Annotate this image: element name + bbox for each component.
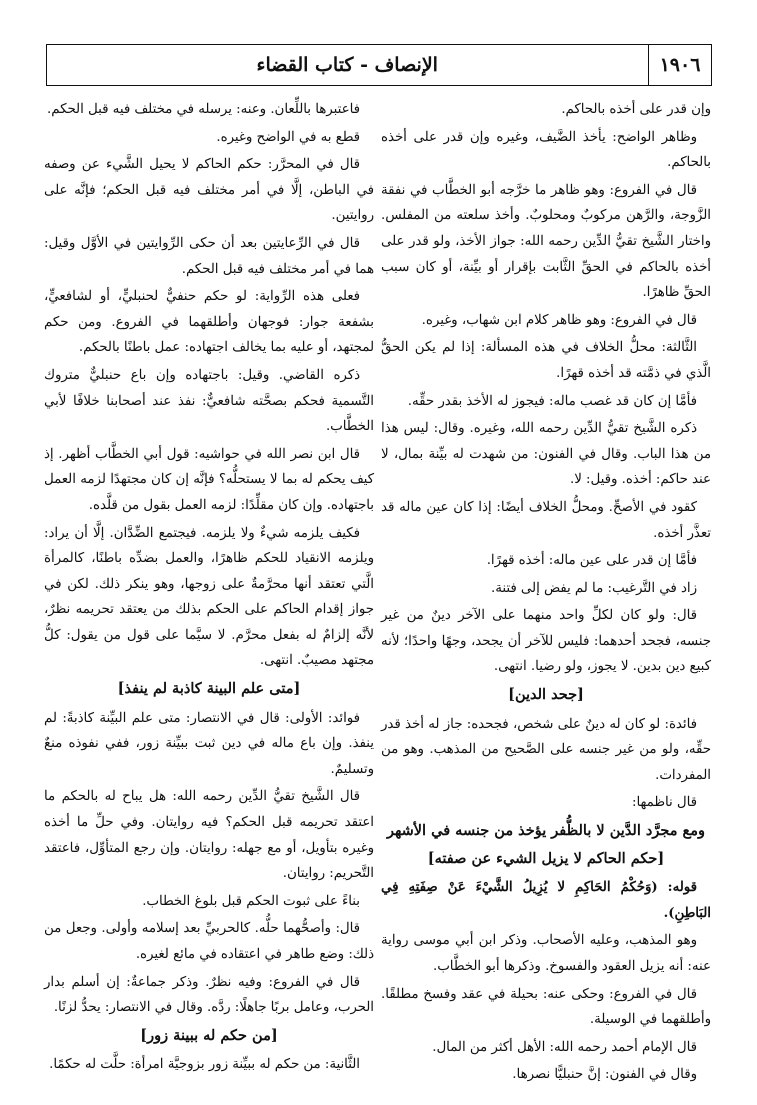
paragraph: وقال في الفنون: إنَّ حنبليًّا نصرها.	[512, 1067, 697, 1083]
paragraph: قال في الرِّعايتين بعد أن حكى الرِّوايتين في الأوَّل وقيل: هما في أمر مختلف فيه قبل الحكم.	[44, 235, 374, 277]
section-heading-jahd-al-dayn: [جحد الدين]	[508, 686, 584, 704]
poem-verse: ومع مجرَّد الدَّين لا بالظُّفر يؤخذ من جنسه في الأشهر	[386, 822, 706, 840]
paragraph: فوائد: الأولى: قال في الانتصار: متى علم البيِّنة كاذبةً: لم ينفذ. وإن باع ماله في دين ثبت ببيِّنة زور، ففي نفوذه منعٌ وتسليمٌ.	[44, 710, 374, 777]
paragraph: بناءً على ثبوت الحكم قبل بلوغ الخطاب.	[142, 893, 360, 909]
section-heading-bayyinat-zur: [من حكم له ببينة زور]	[140, 1026, 278, 1044]
left-column	[44, 97, 374, 1080]
right-paragraphs-2	[381, 712, 711, 816]
paragraph: فأمَّا إن كان قد غصب ماله: فيجوز له الأخذ بقدر حقِّه.	[407, 393, 697, 409]
left-paragraphs-3	[44, 1052, 374, 1078]
paragraph: قال في الفروع: وهو ظاهر كلام ابن شهاب، وغيره.	[421, 312, 697, 328]
paragraph: كقود في الأصحِّ. ومحلُّ الخلاف أيضًا: إذا كان عين ماله قد تعذَّر أخذه.	[381, 499, 711, 541]
paragraph: قطع به في الواضح وغيره.	[216, 129, 360, 145]
paragraph: قال في المحرَّر: حكم الحاكم لا يحيل الشَّيء عن وصفه في الباطن، إلَّا في أمر مختلف فيه قبل الحكم؛ فإنَّه على روايتين.	[44, 157, 374, 224]
page-header	[46, 44, 712, 86]
section-heading-hukm-al-hakim: [حكم الحاكم لا يزيل الشيء عن صفته]	[427, 849, 665, 867]
paragraph: قال في الفروع: وحكى عنه: بحيلة في عقد وفسخ مطلقًا. وأطلقهما في الوسيلة.	[381, 986, 711, 1028]
running-title: الإنصاف - كتاب القضاء	[256, 54, 438, 76]
paragraph: فائدة: لو كان له دينٌ على شخص، فجحده: جاز له أخذ قدر حقِّه، ولو من غير جنسه على الصَّحيح من المذهب. وهو من المفردات.	[381, 716, 711, 783]
paragraph: فأمَّا إن قدر على عين ماله: أخذه قهرًا.	[486, 553, 697, 569]
paragraph: قال: ولو كان لكلِّ واحد منهما على الآخر دينٌ من غير جنسه، فجحد أحدهما: فليس للآخر أن يجحد، وجهًا واحدًا؛ لأنه كبيع دين بدين. لا يجوز، ولو رضيا. انتهى.	[381, 608, 711, 675]
paragraph: الثَّانية: من حكم له ببيِّنة زور بزوجيَّة امرأة: حلَّت له حكمًا.	[49, 1057, 360, 1073]
right-paragraphs-3	[381, 875, 711, 1088]
left-paragraphs-1	[44, 97, 374, 674]
paragraph: قال الشَّيخ تقيُّ الدِّين رحمه الله: هل يباح له بالحكم ما اعتقد تحريمه قبل الحكم؟ فيه روايتان. وفي حلِّ ما أخذه وغيره بتأويل، أو مع جهله: روايتان. وإن رجع المتأوِّل، فاعتقد التَّحريم: روايتان.	[44, 789, 374, 882]
paragraph: قوله: (وَحُكْمُ الحَاكِمِ لا يُزِيلُ الشَّيْءَ عَنْ صِفَتِهِ فِي البَاطِنِ).	[381, 880, 711, 921]
paragraph: زاد في التَّرغيب: ما لم يفض إلى فتنة.	[490, 580, 697, 596]
paragraph: قال الإمام أحمد رحمه الله: الأهل أكثر من المال.	[432, 1039, 697, 1055]
right-paragraphs-1	[381, 97, 711, 680]
paragraph: فاعتبرها باللِّعان. وعنه: يرسله في مختلف فيه قبل الحكم.	[47, 102, 360, 117]
right-column	[381, 97, 711, 1090]
paragraph: وإن قدر على أخذه بالحاكم.	[561, 102, 711, 117]
page-number: ١٩٠٦	[659, 54, 701, 76]
paragraph: قال في الفروع: وهو ظاهر ما خرَّجه أبو الخطَّاب في نفقة الزَّوجة، والرَّهن مركوبٌ ومحلوبٌ. وأخذ سلعته من المفلس. واختار الشَّيخ تقيُّ الدِّين رحمه الله: جواز الأخذ، ولو قدر على أخذه بالحاكم في الحقِّ الثَّابت بإقرار أو بيِّنة، أو كان سبب الحقِّ ظاهرًا.	[381, 182, 711, 301]
paragraph: فكيف يلزمه شيءٌ ولا يلزمه. فيجتمع الضِّدَّان. إلَّا أن يراد: ويلزمه الانقياد للحكم ظاهرًا، والعمل بضدِّه باطنًا، كالمرأة الَّتي تعتقد أنها محرَّمةٌ على زوجها، وهو ينكر ذلك. لكن في جواز إقدام الحاكم على الحكم بذلك من يعتقد تحريمه نظرٌ، لأنَّه إلزامٌ له بفعل محرَّم. لا سيَّما على قول من يقول: كلُّ مجتهد مصيبٌ. انتهى.	[44, 525, 374, 669]
paragraph: وظاهر الواضح: يأخذ الضَّيف، وغيره وإن قدر على أخذه بالحاكم.	[381, 129, 711, 171]
paragraph: قال ابن نصر الله في حواشيه: قول أبي الخطَّاب أظهر. إذ كيف يحكم له بما لا يستحلُّه؟ فإنَّه إن كان مجتهدًا لزمه العمل باجتهاده. وإن كان مقلِّدًا: لزمه العمل بقول من قلَّده.	[44, 446, 374, 513]
paragraph: قال: وأصحُّهما حلُّه. كالحربيِّ بعد إسلامه وأولى. وجعل من ذلك: وضع طاهر في اعتقاده في مائع لغيره.	[44, 921, 374, 962]
section-heading-bayyina-kadhiba: [متى علم البينة كاذبة لم ينفذ]	[117, 680, 301, 698]
paragraph: قال في الفروع: وفيه نظرٌ. وذكر جماعةٌ: إن أسلم بدار الحرب، وعامل بربًا جاهلًا: ردَّه. وقال في الانتصار: يحدُّ لزنًا.	[44, 974, 374, 1016]
paragraph: وهو المذهب، وعليه الأصحاب. وذكر ابن أبي موسى رواية عنه: أنه يزيل العقود والفسوخ. وذكرها أبو الخطَّاب.	[381, 933, 711, 974]
paragraph: ذكره القاضي. وقيل: باجتهاده وإن باع حنبليٌّ متروك التَّسمية فحكم بصحَّته شافعيٌّ: نفذ عند أصحابنا خلافًا لأبي الخطَّاب.	[44, 367, 374, 435]
paragraph: ذكره الشَّيخ تقيُّ الدِّين رحمه الله، وغيره. وقال: ليس هذا من هذا الباب. وقال في الفنون: من شهدت له بيِّنة بمال، لا عند حاكم: أخذه. وقيل: لا.	[381, 421, 711, 488]
paragraph: فعلى هذه الرِّواية: لو حكم حنفيٌّ لحنبليٍّ، أو لشافعيٍّ، بشفعة جوار: فوجهان وأطلقهما في الفروع. ومن حكم لمجتهد، أو عليه بما يخالف اجتهاده: عمل باطنًا بالحكم.	[44, 289, 374, 356]
paragraph: الثَّالثة: محلُّ الخلاف في هذه المسألة: إذا لم يكن الحقُّ الَّذي في ذمَّته قد أخذه قهرًا.	[381, 340, 711, 381]
left-paragraphs-2	[44, 706, 374, 1021]
paragraph: قال ناظمها:	[632, 795, 697, 811]
